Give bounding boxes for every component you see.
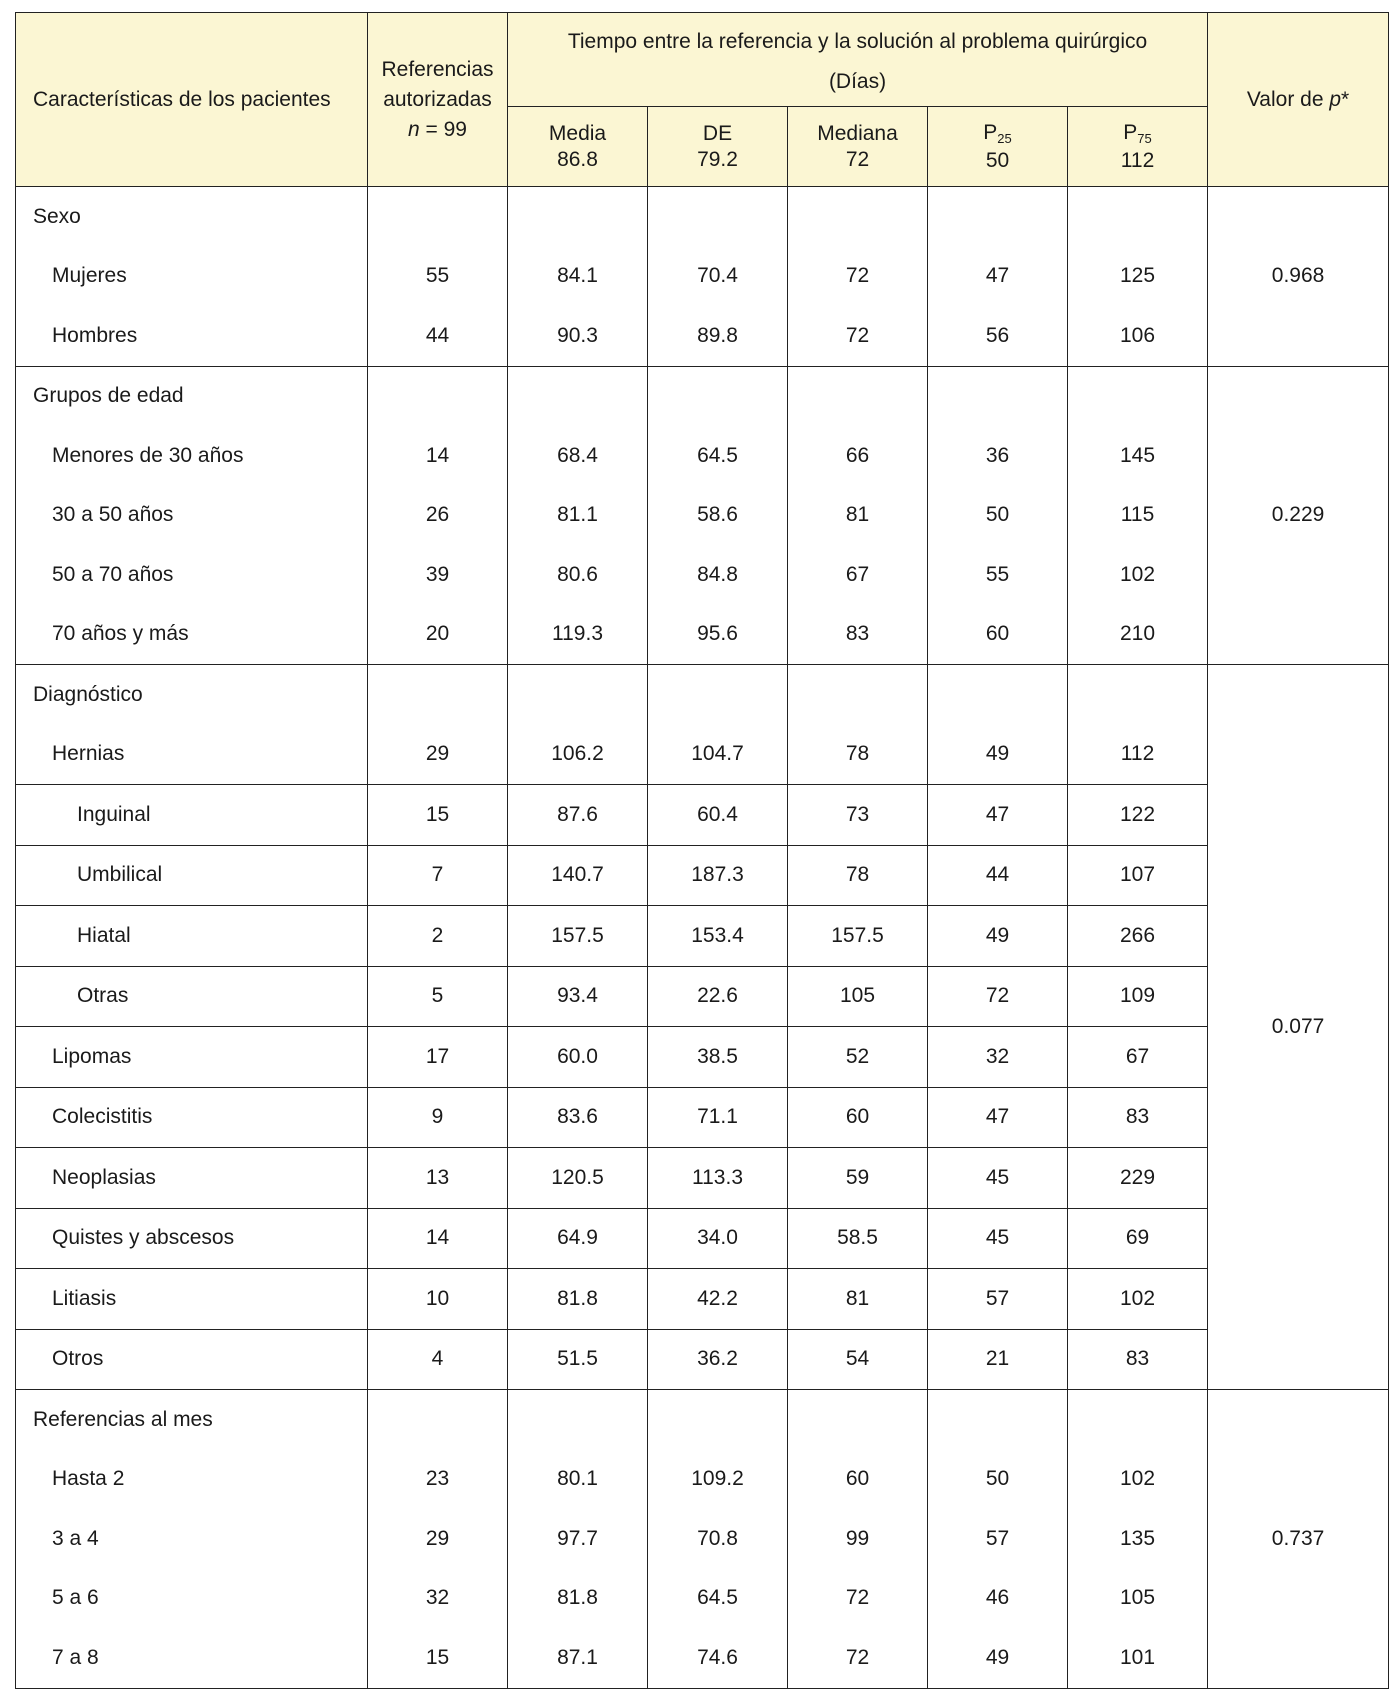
table-row <box>16 426 1389 486</box>
cell-p75: 105 <box>1068 1569 1208 1629</box>
cell-n: 14 <box>368 426 508 486</box>
cell-media: 60.0 <box>508 1027 648 1088</box>
cell-n: 17 <box>368 1027 508 1088</box>
cell-n: 15 <box>368 1628 508 1688</box>
cell-mediana: 60 <box>788 1450 928 1510</box>
table-row <box>16 845 1389 906</box>
cell-p25: 21 <box>928 1329 1068 1390</box>
table-row <box>16 1208 1389 1269</box>
empty-cell <box>508 1390 648 1450</box>
group-title: Sexo <box>16 187 368 247</box>
table-row <box>16 785 1389 846</box>
cell-p75: 109 <box>1068 966 1208 1027</box>
table-row <box>16 306 1389 366</box>
cell-p75: 122 <box>1068 785 1208 846</box>
cell-de: 58.6 <box>648 486 788 546</box>
cell-mediana: 52 <box>788 1027 928 1088</box>
cell-mediana: 66 <box>788 426 928 486</box>
cell-media: 80.6 <box>508 545 648 605</box>
cell-p75: 67 <box>1068 1027 1208 1088</box>
table-row <box>16 1269 1389 1330</box>
cell-de: 64.5 <box>648 426 788 486</box>
group-title-row <box>16 187 1389 247</box>
cell-p25: 55 <box>928 545 1068 605</box>
cell-p25: 49 <box>928 725 1068 785</box>
cell-p25: 60 <box>928 605 1068 665</box>
empty-cell <box>368 187 508 247</box>
cell-n: 13 <box>368 1148 508 1209</box>
p-value: 0.229 <box>1208 366 1389 665</box>
cell-mediana: 67 <box>788 545 928 605</box>
header-p-value: Valor de p* <box>1208 13 1389 187</box>
table-row <box>16 247 1389 307</box>
cell-p75: 102 <box>1068 1450 1208 1510</box>
group-title-row <box>16 366 1389 426</box>
cell-p25: 50 <box>928 1450 1068 1510</box>
cell-mediana: 54 <box>788 1329 928 1390</box>
p-value: 0.737 <box>1208 1390 1389 1689</box>
cell-de: 187.3 <box>648 845 788 906</box>
cell-p75: 106 <box>1068 306 1208 366</box>
cell-p75: 125 <box>1068 247 1208 307</box>
cell-mediana: 72 <box>788 306 928 366</box>
cell-n: 4 <box>368 1329 508 1390</box>
empty-cell <box>508 665 648 725</box>
header-time-title: Tiempo entre la referencia y la solución al problema quirúrgico (Días) <box>508 13 1208 107</box>
empty-cell <box>928 187 1068 247</box>
table-row <box>16 1450 1389 1510</box>
row-label: Inguinal <box>16 785 368 846</box>
row-label: Lipomas <box>16 1027 368 1088</box>
cell-p25: 45 <box>928 1148 1068 1209</box>
header-stat-p25: P25 50 <box>928 107 1068 187</box>
cell-mediana: 58.5 <box>788 1208 928 1269</box>
cell-n: 14 <box>368 1208 508 1269</box>
cell-p75: 266 <box>1068 906 1208 967</box>
empty-cell <box>1068 366 1208 426</box>
cell-mediana: 78 <box>788 725 928 785</box>
cell-n: 44 <box>368 306 508 366</box>
cell-p25: 49 <box>928 906 1068 967</box>
empty-cell <box>508 187 648 247</box>
table-row <box>16 906 1389 967</box>
cell-n: 2 <box>368 906 508 967</box>
cell-p25: 47 <box>928 785 1068 846</box>
cell-de: 109.2 <box>648 1450 788 1510</box>
empty-cell <box>368 1390 508 1450</box>
header-references: Referencias autorizadas n = 99 <box>368 13 508 187</box>
row-label: Hernias <box>16 725 368 785</box>
cell-n: 29 <box>368 1509 508 1569</box>
group-title: Referencias al mes <box>16 1390 368 1450</box>
empty-cell <box>368 366 508 426</box>
cell-media: 140.7 <box>508 845 648 906</box>
empty-cell <box>648 665 788 725</box>
row-label: 30 a 50 años <box>16 486 368 546</box>
row-label: Umbilical <box>16 845 368 906</box>
row-label: Neoplasias <box>16 1148 368 1209</box>
cell-p75: 69 <box>1068 1208 1208 1269</box>
table-row <box>16 1027 1389 1088</box>
cell-de: 113.3 <box>648 1148 788 1209</box>
cell-media: 120.5 <box>508 1148 648 1209</box>
row-label: 70 años y más <box>16 605 368 665</box>
table-row <box>16 1329 1389 1390</box>
cell-n: 15 <box>368 785 508 846</box>
cell-de: 70.4 <box>648 247 788 307</box>
p-value: 0.968 <box>1208 187 1389 367</box>
cell-de: 104.7 <box>648 725 788 785</box>
results-table <box>15 12 1389 1689</box>
empty-cell <box>788 366 928 426</box>
cell-n: 39 <box>368 545 508 605</box>
cell-p25: 44 <box>928 845 1068 906</box>
cell-media: 81.1 <box>508 486 648 546</box>
empty-cell <box>508 366 648 426</box>
cell-mediana: 81 <box>788 486 928 546</box>
row-label: 5 a 6 <box>16 1569 368 1629</box>
row-label: 50 a 70 años <box>16 545 368 605</box>
cell-p75: 115 <box>1068 486 1208 546</box>
cell-p75: 83 <box>1068 1087 1208 1148</box>
cell-media: 80.1 <box>508 1450 648 1510</box>
cell-mediana: 105 <box>788 966 928 1027</box>
row-label: Otras <box>16 966 368 1027</box>
cell-n: 29 <box>368 725 508 785</box>
cell-de: 38.5 <box>648 1027 788 1088</box>
cell-de: 36.2 <box>648 1329 788 1390</box>
cell-mediana: 73 <box>788 785 928 846</box>
cell-p25: 46 <box>928 1569 1068 1629</box>
n-symbol: n <box>408 117 420 141</box>
header-stat-p75: P75 112 <box>1068 107 1208 187</box>
cell-media: 83.6 <box>508 1087 648 1148</box>
cell-p25: 47 <box>928 247 1068 307</box>
group-title: Grupos de edad <box>16 366 368 426</box>
cell-de: 95.6 <box>648 605 788 665</box>
cell-p75: 145 <box>1068 426 1208 486</box>
cell-mediana: 78 <box>788 845 928 906</box>
header-stat-media: Media 86.8 <box>508 107 648 187</box>
cell-media: 51.5 <box>508 1329 648 1390</box>
empty-cell <box>928 665 1068 725</box>
cell-p25: 57 <box>928 1269 1068 1330</box>
row-label: Hombres <box>16 306 368 366</box>
cell-n: 7 <box>368 845 508 906</box>
cell-de: 74.6 <box>648 1628 788 1688</box>
cell-n: 20 <box>368 605 508 665</box>
cell-mediana: 72 <box>788 247 928 307</box>
cell-mediana: 72 <box>788 1628 928 1688</box>
row-label: Colecistitis <box>16 1087 368 1148</box>
cell-n: 23 <box>368 1450 508 1510</box>
cell-mediana: 81 <box>788 1269 928 1330</box>
cell-p75: 112 <box>1068 725 1208 785</box>
cell-de: 64.5 <box>648 1569 788 1629</box>
empty-cell <box>1068 1390 1208 1450</box>
cell-media: 119.3 <box>508 605 648 665</box>
cell-de: 84.8 <box>648 545 788 605</box>
header-characteristics: Características de los pacientes <box>16 13 368 187</box>
cell-de: 89.8 <box>648 306 788 366</box>
cell-de: 60.4 <box>648 785 788 846</box>
p-value: 0.077 <box>1208 665 1389 1390</box>
row-label: Quistes y abscesos <box>16 1208 368 1269</box>
cell-p75: 135 <box>1068 1509 1208 1569</box>
empty-cell <box>928 1390 1068 1450</box>
header-stat-mediana: Mediana 72 <box>788 107 928 187</box>
cell-p75: 101 <box>1068 1628 1208 1688</box>
group-title: Diagnóstico <box>16 665 368 725</box>
row-label: Hiatal <box>16 906 368 967</box>
table-row <box>16 545 1389 605</box>
row-label: Litiasis <box>16 1269 368 1330</box>
cell-mediana: 72 <box>788 1569 928 1629</box>
cell-p75: 102 <box>1068 545 1208 605</box>
cell-p25: 45 <box>928 1208 1068 1269</box>
cell-de: 153.4 <box>648 906 788 967</box>
table-row <box>16 486 1389 546</box>
cell-de: 70.8 <box>648 1509 788 1569</box>
empty-cell <box>368 665 508 725</box>
cell-media: 157.5 <box>508 906 648 967</box>
cell-mediana: 60 <box>788 1087 928 1148</box>
cell-p75: 107 <box>1068 845 1208 906</box>
cell-p25: 72 <box>928 966 1068 1027</box>
cell-p75: 210 <box>1068 605 1208 665</box>
empty-cell <box>648 366 788 426</box>
row-label: Mujeres <box>16 247 368 307</box>
cell-p25: 50 <box>928 486 1068 546</box>
cell-media: 106.2 <box>508 725 648 785</box>
cell-de: 22.6 <box>648 966 788 1027</box>
table-row <box>16 1148 1389 1209</box>
cell-p75: 229 <box>1068 1148 1208 1209</box>
cell-n: 10 <box>368 1269 508 1330</box>
cell-n: 32 <box>368 1569 508 1629</box>
cell-media: 68.4 <box>508 426 648 486</box>
cell-p25: 49 <box>928 1628 1068 1688</box>
cell-mediana: 157.5 <box>788 906 928 967</box>
cell-mediana: 83 <box>788 605 928 665</box>
table-row <box>16 966 1389 1027</box>
cell-n: 9 <box>368 1087 508 1148</box>
cell-de: 71.1 <box>648 1087 788 1148</box>
cell-mediana: 59 <box>788 1148 928 1209</box>
empty-cell <box>788 665 928 725</box>
cell-p25: 36 <box>928 426 1068 486</box>
row-label: 7 a 8 <box>16 1628 368 1688</box>
empty-cell <box>788 1390 928 1450</box>
row-label: Hasta 2 <box>16 1450 368 1510</box>
row-label: Otros <box>16 1329 368 1390</box>
cell-de: 34.0 <box>648 1208 788 1269</box>
cell-n: 5 <box>368 966 508 1027</box>
group-title-row <box>16 665 1389 725</box>
cell-p25: 56 <box>928 306 1068 366</box>
cell-p25: 47 <box>928 1087 1068 1148</box>
table-row <box>16 1628 1389 1688</box>
cell-media: 93.4 <box>508 966 648 1027</box>
table-row <box>16 1509 1389 1569</box>
cell-p25: 32 <box>928 1027 1068 1088</box>
table-body <box>16 187 1389 1689</box>
cell-p75: 102 <box>1068 1269 1208 1330</box>
cell-p75: 83 <box>1068 1329 1208 1390</box>
empty-cell <box>928 366 1068 426</box>
cell-de: 42.2 <box>648 1269 788 1330</box>
table-row <box>16 725 1389 785</box>
row-label: 3 a 4 <box>16 1509 368 1569</box>
empty-cell <box>648 1390 788 1450</box>
table-row <box>16 605 1389 665</box>
table-row <box>16 1087 1389 1148</box>
empty-cell <box>648 187 788 247</box>
cell-media: 87.6 <box>508 785 648 846</box>
cell-n: 55 <box>368 247 508 307</box>
cell-media: 90.3 <box>508 306 648 366</box>
cell-media: 81.8 <box>508 1569 648 1629</box>
cell-media: 81.8 <box>508 1269 648 1330</box>
table-row <box>16 1569 1389 1629</box>
empty-cell <box>1068 665 1208 725</box>
cell-mediana: 99 <box>788 1509 928 1569</box>
header-stat-de: DE 79.2 <box>648 107 788 187</box>
cell-media: 97.7 <box>508 1509 648 1569</box>
empty-cell <box>788 187 928 247</box>
empty-cell <box>1068 187 1208 247</box>
cell-n: 26 <box>368 486 508 546</box>
row-label: Menores de 30 años <box>16 426 368 486</box>
cell-media: 84.1 <box>508 247 648 307</box>
cell-media: 87.1 <box>508 1628 648 1688</box>
group-title-row <box>16 1390 1389 1450</box>
cell-media: 64.9 <box>508 1208 648 1269</box>
table-header <box>16 13 1389 187</box>
cell-p25: 57 <box>928 1509 1068 1569</box>
